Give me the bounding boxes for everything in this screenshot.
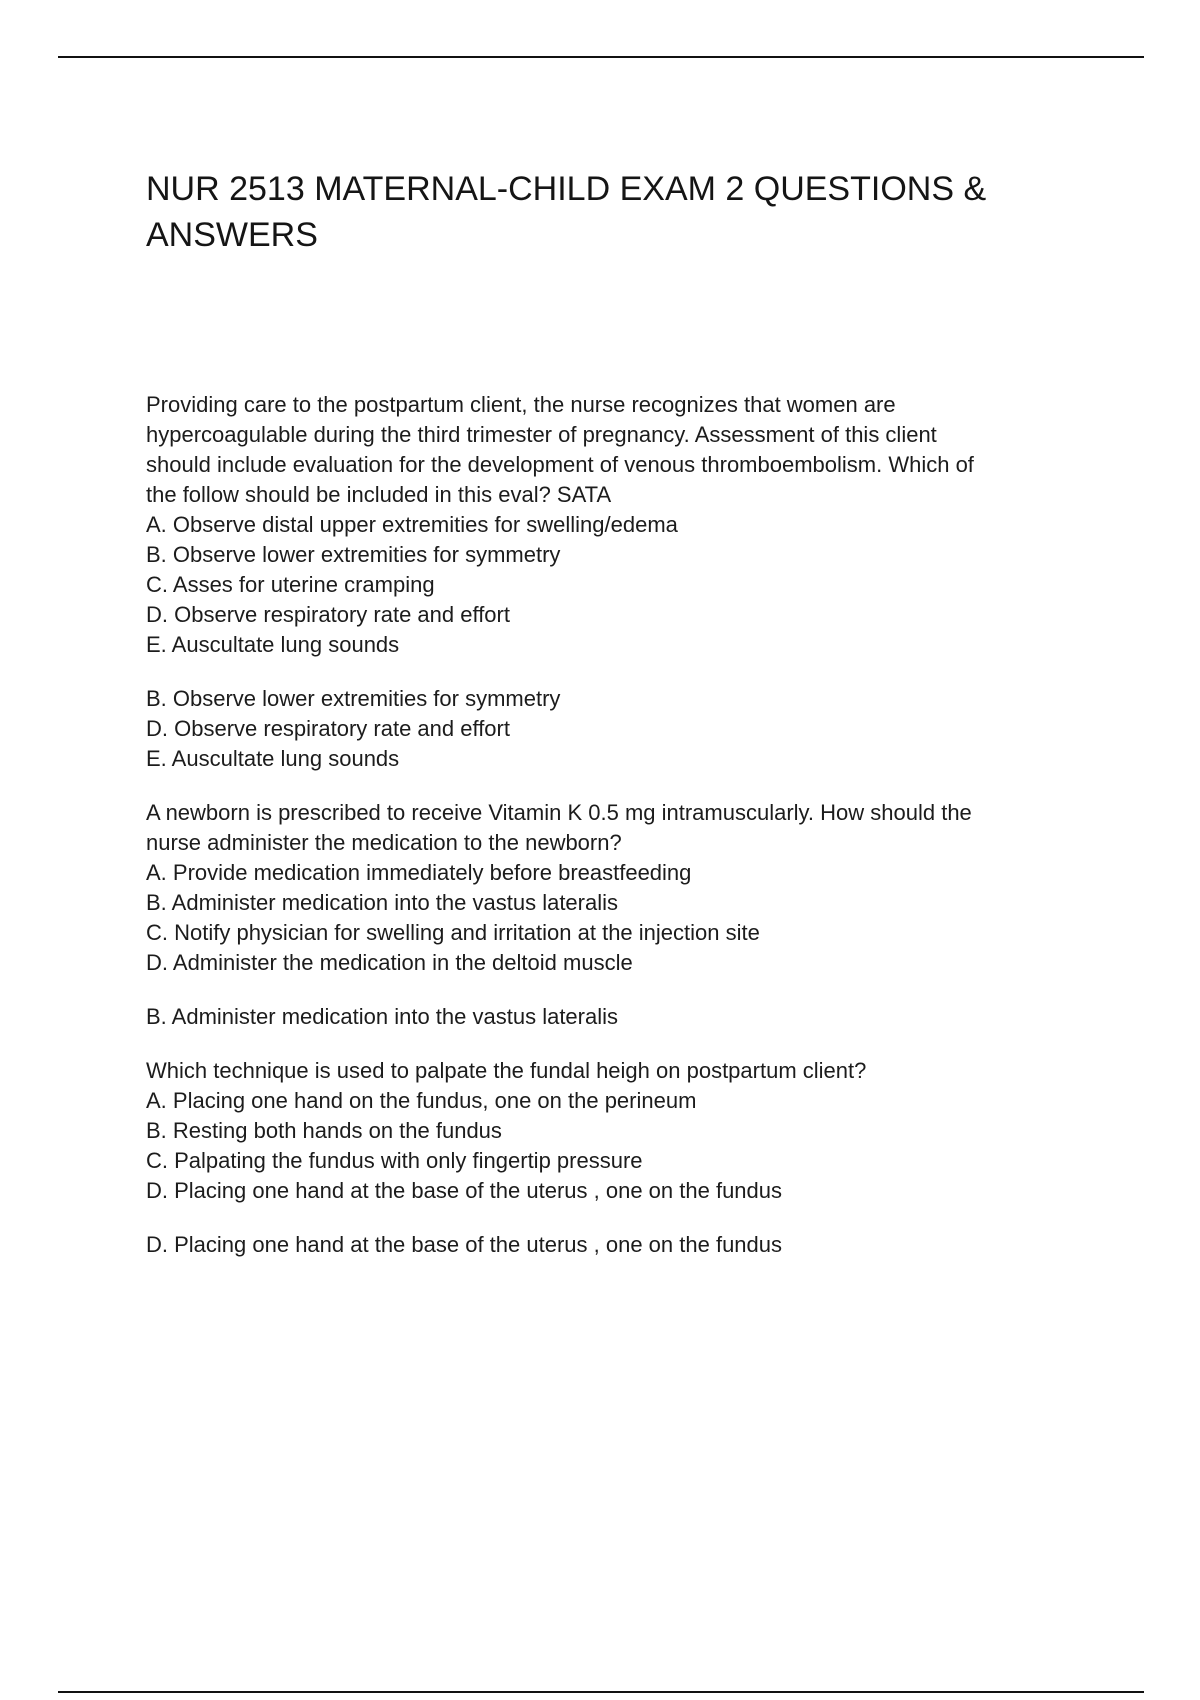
answer-3 (146, 1230, 1086, 1260)
answer-option: D. Administer the medication in the deltoid muscle (146, 950, 633, 975)
answer-option: A. Provide medication immediately before breastfeeding (146, 860, 692, 885)
document-title (146, 166, 1106, 258)
answer-1 (146, 684, 1086, 774)
question-stem-line: Providing care to the postpartum client, the nurse recognizes that women are (146, 392, 896, 417)
title-line: NUR 2513 MATERNAL-CHILD EXAM 2 QUESTIONS & (146, 170, 987, 208)
answer-2 (146, 1002, 1086, 1032)
correct-answer: B. Administer medication into the vastus lateralis (146, 1004, 619, 1029)
answer-option: A. Observe distal upper extremities for swelling/edema (146, 512, 678, 537)
document-body (146, 390, 1086, 1260)
question-stem-line: should include evaluation for the development of venous thromboembolism. Which of (146, 452, 974, 477)
question-stem-line: Which technique is used to palpate the fundal heigh on postpartum client? (146, 1058, 867, 1083)
question-3 (146, 1056, 1086, 1206)
title-line: ANSWERS (146, 216, 318, 254)
question-stem-line: the follow should be included in this eval? SATA (146, 482, 612, 507)
answer-option: E. Auscultate lung sounds (146, 632, 400, 657)
bottom-rule (58, 1691, 1144, 1693)
answer-option: D. Placing one hand at the base of the uterus , one on the fundus (146, 1178, 783, 1203)
answer-option: C. Asses for uterine cramping (146, 572, 435, 597)
question-stem-line: A newborn is prescribed to receive Vitamin K 0.5 mg intramuscularly. How should the (146, 800, 972, 825)
question-stem-line: nurse administer the medication to the newborn? (146, 830, 622, 855)
answer-option: A. Placing one hand on the fundus, one on the perineum (146, 1088, 697, 1113)
answer-option: D. Observe respiratory rate and effort (146, 602, 510, 627)
answer-option: B. Observe lower extremities for symmetry (146, 542, 561, 567)
question-2 (146, 798, 1086, 978)
correct-answer: D. Observe respiratory rate and effort (146, 716, 510, 741)
answer-option: B. Administer medication into the vastus lateralis (146, 890, 619, 915)
correct-answer: E. Auscultate lung sounds (146, 746, 400, 771)
answer-option: C. Palpating the fundus with only fingertip pressure (146, 1148, 643, 1173)
top-rule (58, 56, 1144, 58)
question-stem-line: hypercoagulable during the third trimester of pregnancy. Assessment of this client (146, 422, 937, 447)
question-1 (146, 390, 1086, 660)
correct-answer: B. Observe lower extremities for symmetry (146, 686, 561, 711)
answer-option: C. Notify physician for swelling and irritation at the injection site (146, 920, 760, 945)
correct-answer: D. Placing one hand at the base of the uterus , one on the fundus (146, 1232, 783, 1257)
answer-option: B. Resting both hands on the fundus (146, 1118, 502, 1143)
